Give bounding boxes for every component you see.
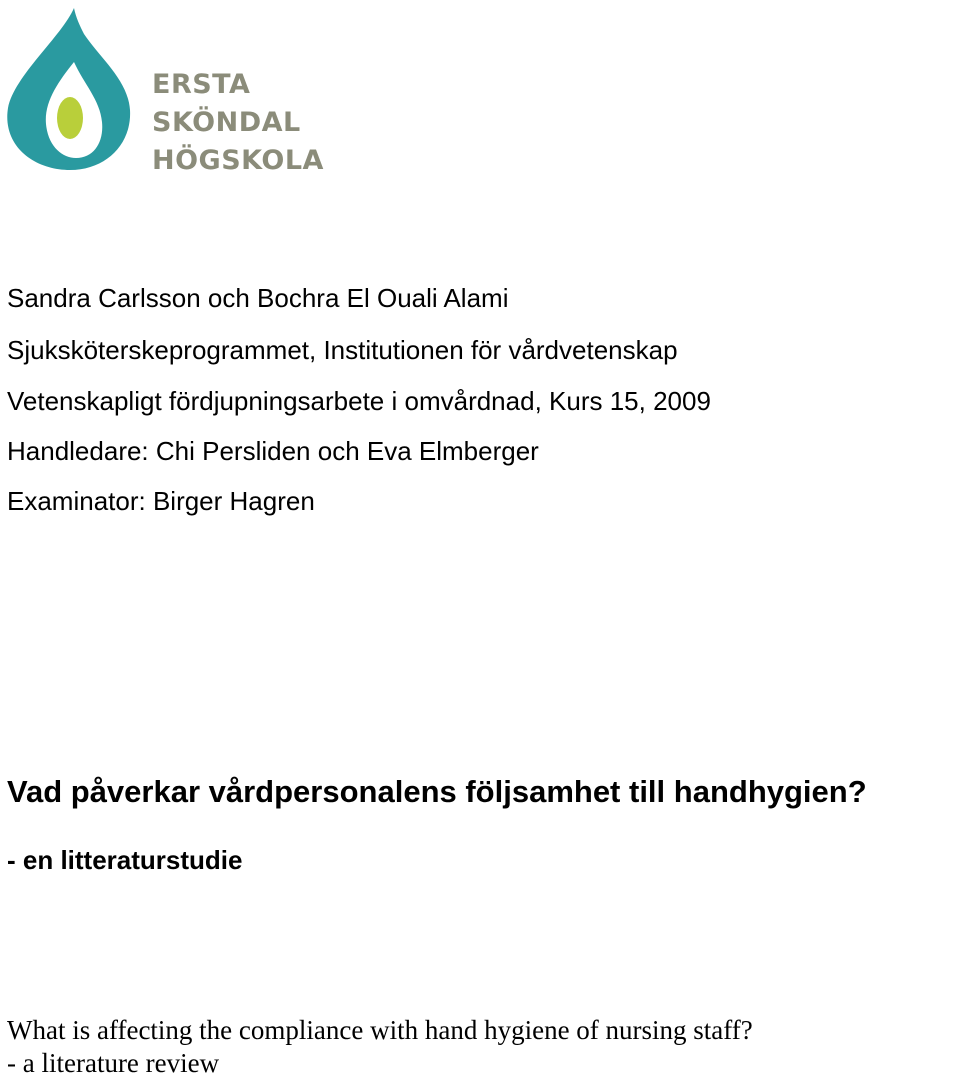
water-drop-icon [4, 6, 136, 172]
english-subtitle: - a literature review [7, 1048, 220, 1078]
authors: Sandra Carlsson och Bochra El Ouali Alami [7, 283, 509, 313]
course: Vetenskapligt fördjupningsarbete i omvårdnad, Kurs 15, 2009 [7, 386, 711, 416]
swedish-title: Vad påverkar vårdpersonalens följsamhet till handhygien? [7, 774, 867, 809]
supervisors: Handledare: Chi Persliden och Eva Elmberger [7, 436, 539, 466]
logo-line-1: ERSTA [152, 69, 251, 100]
english-title: What is affecting the compliance with hand hygiene of nursing staff? [7, 1015, 753, 1045]
program: Sjuksköterskeprogrammet, Institutionen för vårdvetenskap [7, 335, 678, 365]
swedish-subtitle: - en litteraturstudie [7, 845, 243, 875]
ersta-skondal-logo [4, 6, 324, 176]
logo-line-3: HÖGSKOLA [152, 145, 324, 176]
examiner: Examinator: Birger Hagren [7, 486, 315, 516]
logo-wordmark [152, 66, 324, 180]
logo-line-2: SKÖNDAL [152, 107, 301, 138]
